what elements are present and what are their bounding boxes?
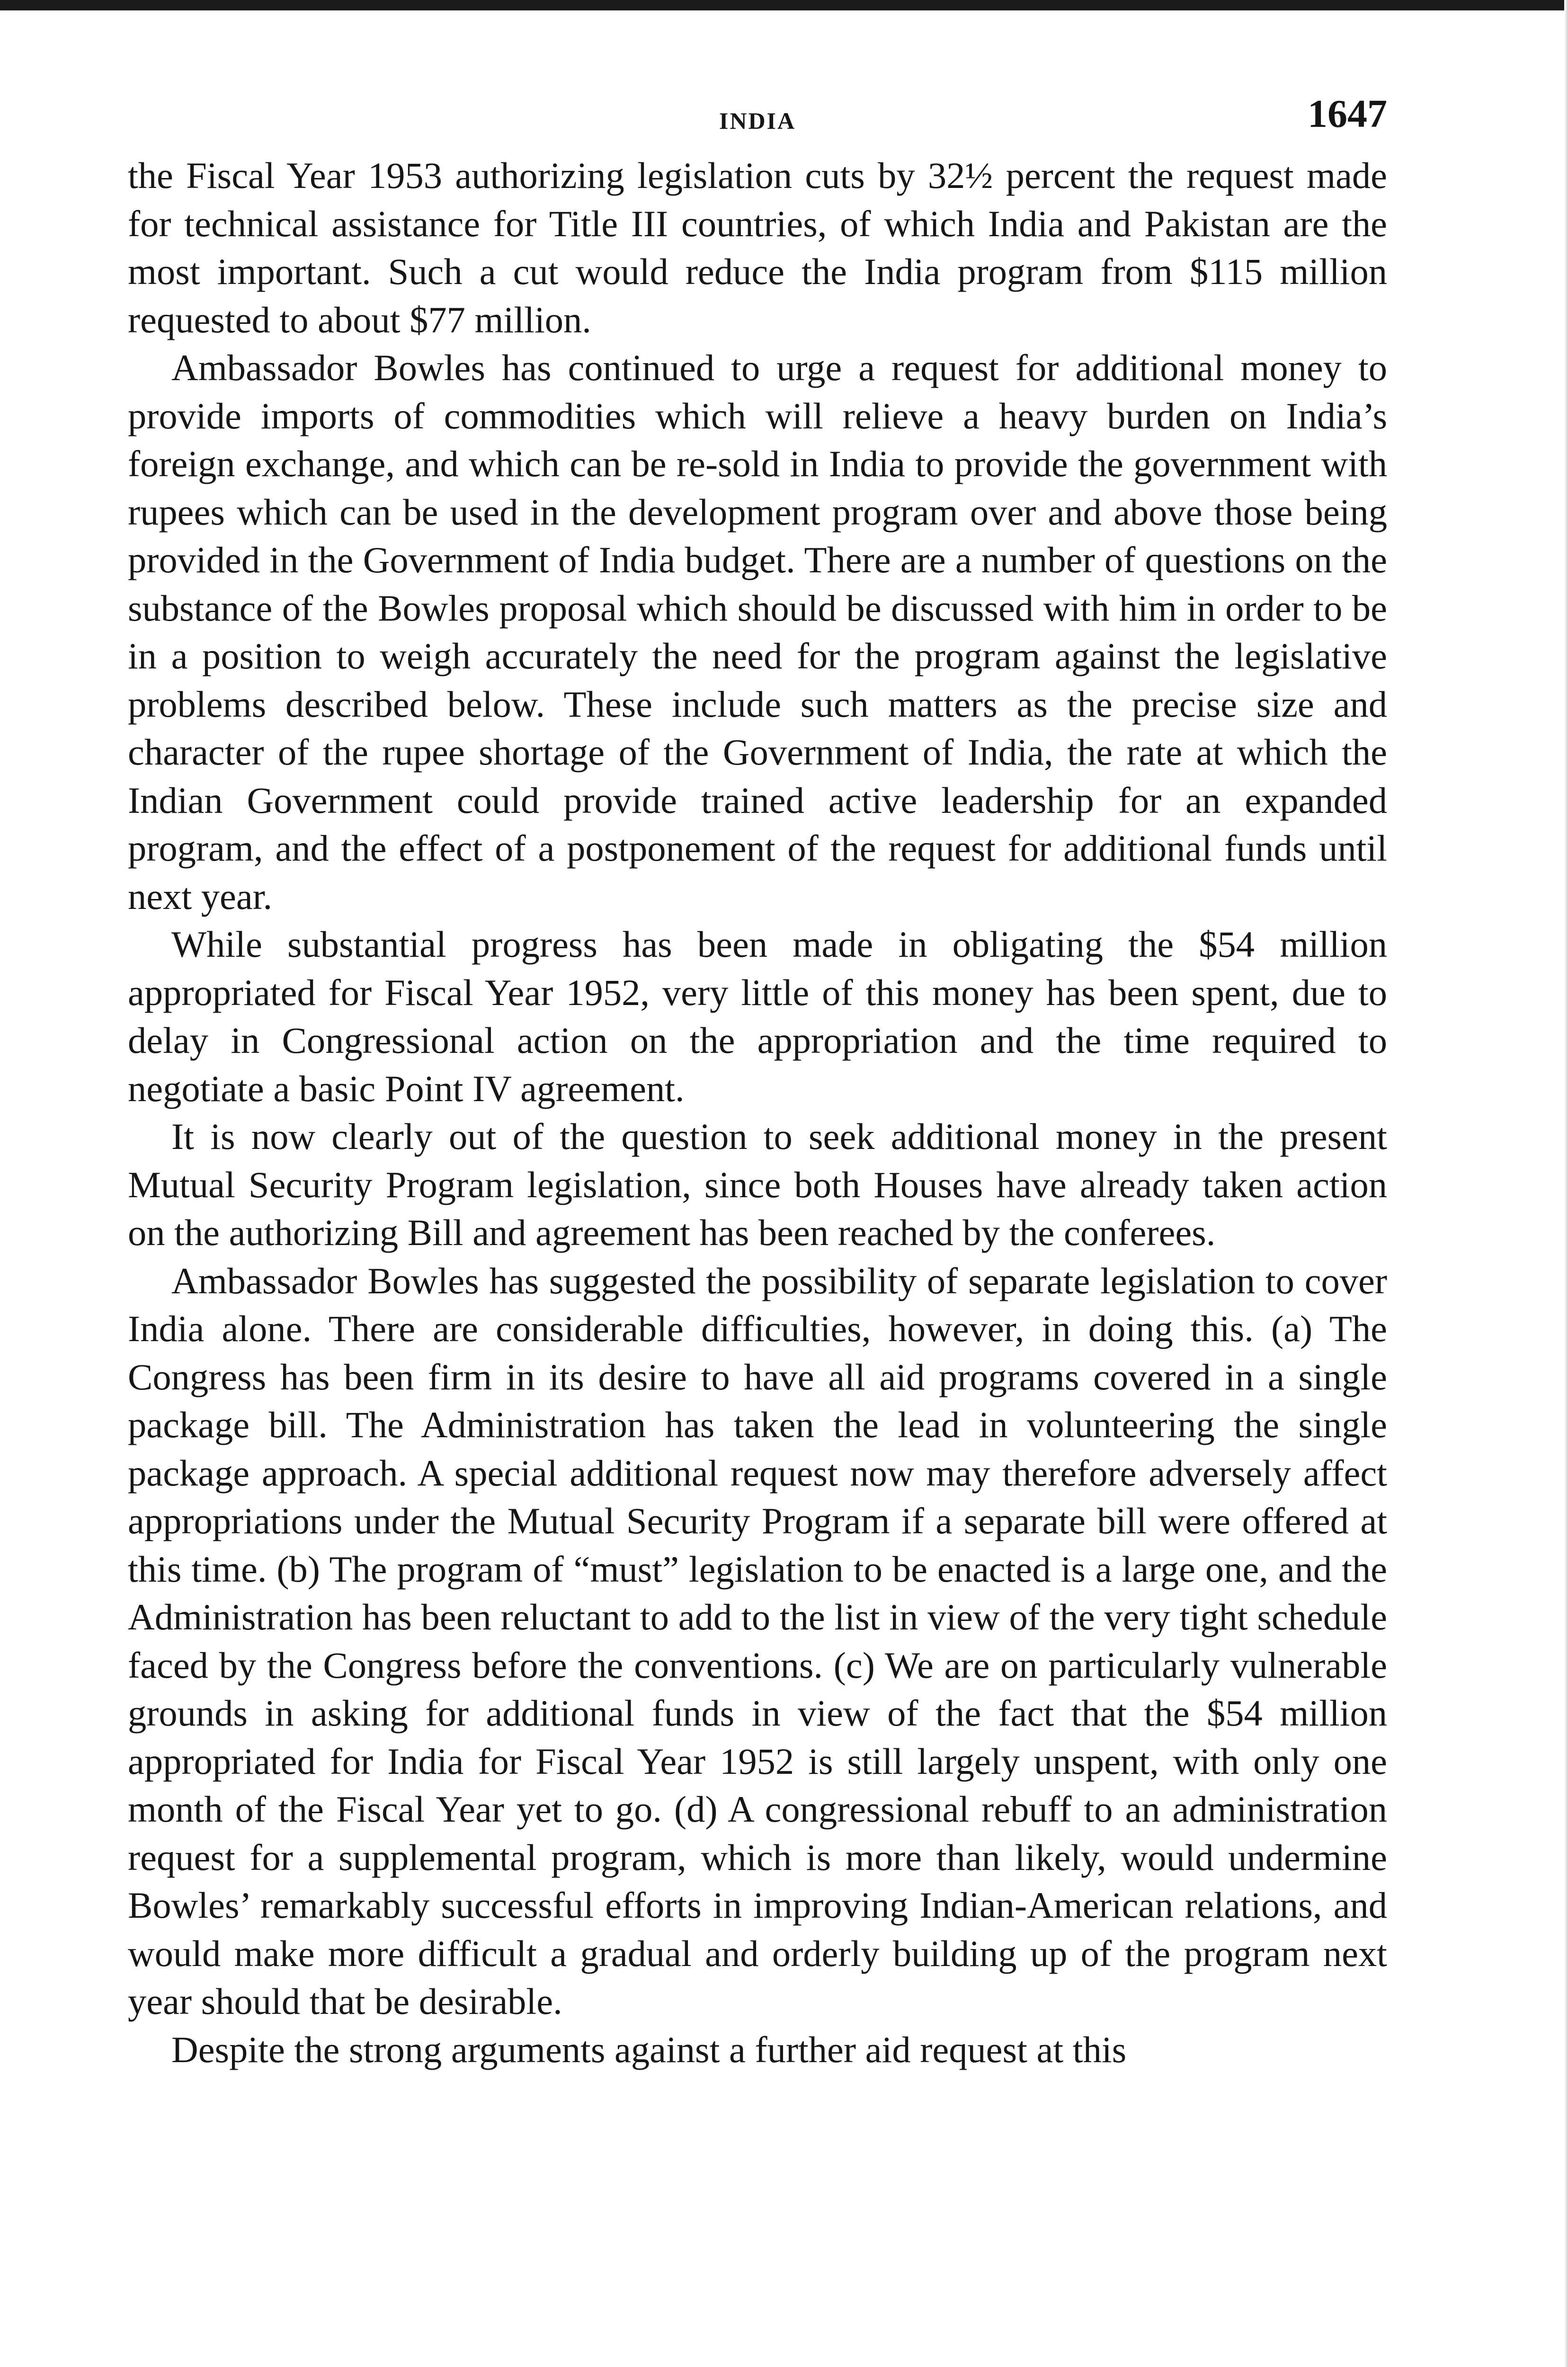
paragraph-despite: Despite the strong arguments against a further aid request at this (171, 2029, 1127, 2070)
paragraph-fy1952-progress: While substantial progress has been made in obligating the $54 million appropriated for Fiscal Year 1952, very little of this money has been spent, due to delay in Congressional action on the appropriation and the time required to negotiate a basic Point IV agreement. (128, 924, 1387, 1109)
document-page (128, 85, 1387, 2073)
running-head (128, 85, 1387, 151)
running-head-title: INDIA (719, 107, 796, 134)
paragraph-separate-legislation: Ambassador Bowles has suggested the possibility of separate legislation to cover India alone. There are considerable difficulties, however, in doing this. (a) The Congress has been firm in its desire to have all aid programs covered in a single package bill. The Administration has taken the lead in volunteering the single package approach. A special additional request now may therefore adversely affect appropriations under the Mutual Security Program if a separate bill were offered at this time. (b) The program of “must” legislation to be enacted is a large one, and the Administration has been reluctant to add to the list in view of the very tight schedule faced by the Congress before the conventions. (c) We are on particularly vulnerable grounds in asking for additional funds in view of the fact that the $54 million appropriated for India for Fiscal Year 1952 is still largely unspent, with only one month of the Fiscal Year yet to go. (d) A congressional rebuff to an administration request for a supplemental program, which is more than likely, would undermine Bowles’ remarkably successful efforts in improving Indian-American relations, and would make more difficult a gradual and orderly building up of the program next year should that be desirable. (128, 1260, 1387, 2022)
paragraph-bowles-request: Ambassador Bowles has continued to urge a request for additional money to provide imports of commodities which will relieve a heavy burden on India’s foreign exchange, and which can be re-sold in India to provide the government with rupees which can be used in the development program over and above those being provided in the Government of India budget. There are a number of questions on the substance of the Bowles proposal which should be discussed with him in order to be in a position to weigh accurately the need for the program against the legislative problems described below. These include such matters as the precise size and character of the rupee shortage of the Government of India, the rate at which the Indian Government could provide trained active leadership for an expanded program, and the effect of a postponement of the request for additional funds until next year. (128, 347, 1387, 917)
page-number: 1647 (1308, 92, 1387, 136)
scan-right-edge (1564, 0, 1568, 2367)
body-text (128, 151, 1387, 2073)
scan-top-edge (0, 0, 1568, 10)
paragraph-mutual-security: It is now clearly out of the question to seek additional money in the present Mutual Security Program legislation, since both Houses have already taken action on the authorizing Bill and agreement has been reached by the conferees. (128, 1116, 1387, 1253)
paragraph-continued: the Fiscal Year 1953 authorizing legislation cuts by 32½ percent the request made for technical assistance for Title III countries, of which India and Pakistan are the most important. Such a cut would reduce the India program from $115 million requested to about $77 million. (128, 155, 1387, 340)
